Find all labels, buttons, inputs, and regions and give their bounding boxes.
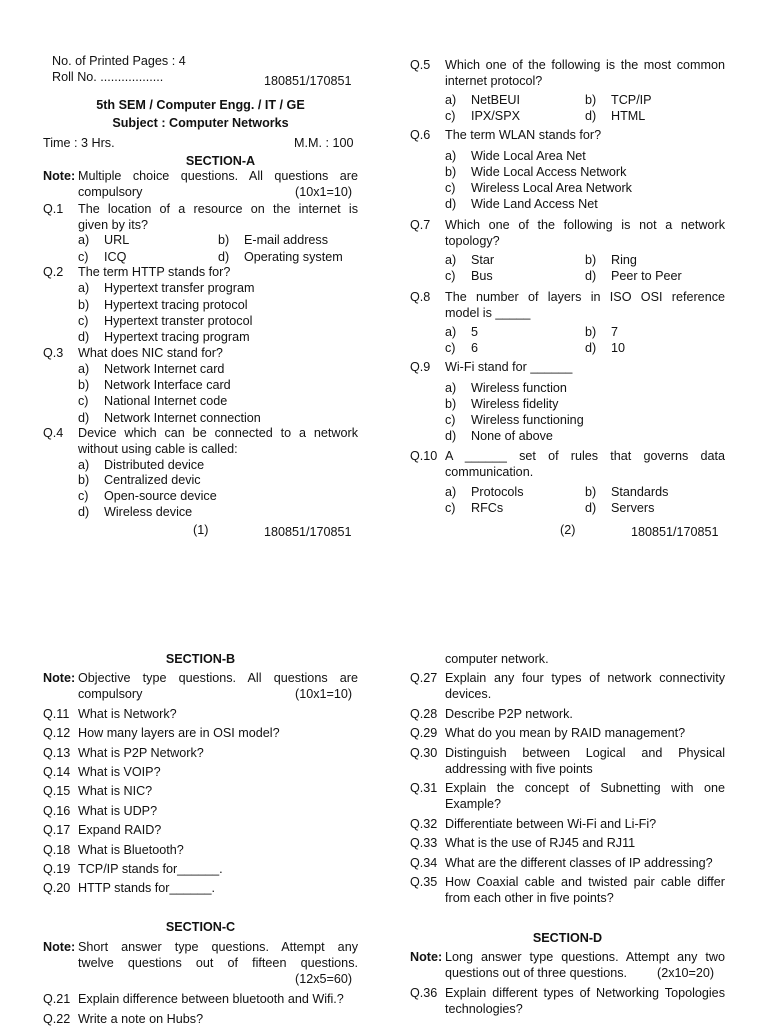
q7-text-line-1: Which one of the following is not a network bbox=[445, 218, 725, 232]
q6-option-a: a) Wide Local Area Net bbox=[445, 149, 586, 163]
q8-option-a: a) 5 bbox=[445, 325, 479, 339]
q12-number: Q.12 bbox=[43, 726, 71, 740]
q29-text: What do you mean by RAID management? bbox=[445, 726, 686, 740]
q3-text: What does NIC stand for? bbox=[78, 346, 223, 360]
q36-text-line-1: Explain different types of Networking Topologies bbox=[445, 986, 725, 1000]
q31-number: Q.31 bbox=[410, 781, 438, 795]
q28-text: Describe P2P network. bbox=[445, 707, 573, 721]
note-c-line-2: twelve questions out of fifteen questions. bbox=[78, 956, 358, 970]
q13-text: What is P2P Network? bbox=[78, 746, 204, 760]
q3-option-d: d) Network Internet connection bbox=[78, 411, 261, 425]
q6-option-b: b) Wide Local Access Network bbox=[445, 165, 627, 179]
q4-option-c: c) Open-source device bbox=[78, 489, 217, 503]
q36-number: Q.36 bbox=[410, 986, 438, 1000]
q2-number: Q.2 bbox=[43, 265, 64, 279]
printed-pages: No. of Printed Pages : 4 bbox=[52, 54, 186, 68]
q16-text: What is UDP? bbox=[78, 804, 158, 818]
q18-number: Q.18 bbox=[43, 843, 71, 857]
q4-option-b: b) Centralized devic bbox=[78, 473, 201, 487]
q2-text: The term HTTP stands for? bbox=[78, 265, 231, 279]
q1-option-b: b) E-mail address bbox=[218, 233, 328, 247]
q7-option-d: d) Peer to Peer bbox=[585, 269, 682, 283]
q7-option-a: a) Star bbox=[445, 253, 495, 267]
q19-number: Q.19 bbox=[43, 862, 71, 876]
q33-number: Q.33 bbox=[410, 836, 438, 850]
q9-number: Q.9 bbox=[410, 360, 431, 374]
q9-option-a: a) Wireless function bbox=[445, 381, 567, 395]
q7-text-line-2: topology? bbox=[445, 234, 500, 248]
q6-number: Q.6 bbox=[410, 128, 431, 142]
q10-text-line-1: A ______ set of rules that governs data bbox=[445, 449, 725, 463]
q32-number: Q.32 bbox=[410, 817, 438, 831]
paper-code-bottom: 180851/170851 bbox=[264, 525, 352, 539]
note-d-line-2: questions out of three questions. bbox=[445, 966, 628, 980]
q8-number: Q.8 bbox=[410, 290, 431, 304]
note-label: Note: bbox=[43, 169, 76, 183]
q1-option-c: c) ICQ bbox=[78, 250, 127, 264]
note-a-line-1: Multiple choice questions. All questions are bbox=[78, 169, 358, 183]
q17-number: Q.17 bbox=[43, 823, 71, 837]
time-label: Time : 3 Hrs. bbox=[43, 136, 115, 150]
q4-text-line-2: without using cable is called: bbox=[78, 442, 238, 456]
q11-text: What is Network? bbox=[78, 707, 177, 721]
note-a-marks: (10x1=10) bbox=[295, 185, 353, 199]
note-c-line-1: Short answer type questions. Attempt any bbox=[78, 940, 358, 954]
q14-text: What is VOIP? bbox=[78, 765, 161, 779]
q18-text: What is Bluetooth? bbox=[78, 843, 184, 857]
q32-text: Differentiate between Wi-Fi and Li-Fi? bbox=[445, 817, 657, 831]
q11-number: Q.11 bbox=[43, 707, 70, 721]
q8-text-line-2: model is _____ bbox=[445, 306, 531, 320]
q1-option-d: d) Operating system bbox=[218, 250, 343, 264]
q6-option-c: c) Wireless Local Area Network bbox=[445, 181, 632, 195]
q6-option-d: d) Wide Land Access Net bbox=[445, 197, 598, 211]
q27-text-line-2: devices. bbox=[445, 687, 492, 701]
q2-option-c: c) Hypertext transter protocol bbox=[78, 314, 253, 328]
q22-text: Write a note on Hubs? bbox=[78, 1012, 204, 1026]
q10-number: Q.10 bbox=[410, 449, 438, 463]
q5-option-c: c) IPX/SPX bbox=[445, 109, 520, 123]
q27-number: Q.27 bbox=[410, 671, 438, 685]
q30-number: Q.30 bbox=[410, 746, 438, 760]
note-label: Note: bbox=[43, 940, 76, 954]
q8-option-b: b) 7 bbox=[585, 325, 619, 339]
page-number: (2) bbox=[560, 523, 576, 537]
q31-text-line-1: Explain the concept of Subnetting with one bbox=[445, 781, 725, 795]
note-c-marks: (12x5=60) bbox=[295, 972, 353, 986]
q15-text: What is NIC? bbox=[78, 784, 153, 798]
q27-text-line-1: Explain any four types of network connectivity bbox=[445, 671, 725, 685]
q34-text: What are the different classes of IP addressing? bbox=[445, 856, 713, 870]
q20-number: Q.20 bbox=[43, 881, 71, 895]
q7-option-c: c) Bus bbox=[445, 269, 493, 283]
q9-option-d: d) None of above bbox=[445, 429, 553, 443]
q8-option-d: d) 10 bbox=[585, 341, 626, 355]
q5-number: Q.5 bbox=[410, 58, 431, 72]
q9-option-b: b) Wireless fidelity bbox=[445, 397, 559, 411]
q9-text: Wi-Fi stand for ______ bbox=[445, 360, 573, 374]
q14-number: Q.14 bbox=[43, 765, 71, 779]
q4-option-d: d) Wireless device bbox=[78, 505, 193, 519]
q36-text-line-2: technologies? bbox=[445, 1002, 523, 1016]
note-b-line-2: compulsory bbox=[78, 687, 143, 701]
note-b-line-1: Objective type questions. All questions are bbox=[78, 671, 358, 685]
page-number: (1) bbox=[193, 523, 209, 537]
q6-text: The term WLAN stands for? bbox=[445, 128, 602, 142]
q19-text: TCP/IP stands for______. bbox=[78, 862, 223, 876]
q1-number: Q.1 bbox=[43, 202, 64, 216]
q35-text-line-2: from each other in five points? bbox=[445, 891, 614, 905]
paper-code-top: 180851/170851 bbox=[264, 74, 352, 88]
note-a-line-2: compulsory bbox=[78, 185, 143, 199]
course-line: 5th SEM / Computer Engg. / IT / GE bbox=[96, 98, 305, 112]
q3-option-b: b) Network Interface card bbox=[78, 378, 231, 392]
q29-number: Q.29 bbox=[410, 726, 438, 740]
q21-text: Explain difference between bluetooth and Wifi.? bbox=[78, 992, 344, 1006]
q30-text-line-1: Distinguish between Logical and Physical bbox=[445, 746, 725, 760]
q1-option-a: a) URL bbox=[78, 233, 130, 247]
continued-text: computer network. bbox=[445, 652, 549, 666]
note-label: Note: bbox=[43, 671, 76, 685]
q5-option-b: b) TCP/IP bbox=[585, 93, 652, 107]
q4-text-line-1: Device which can be connected to a network bbox=[78, 426, 358, 440]
section-c-heading: SECTION-C bbox=[165, 920, 236, 934]
q2-option-d: d) Hypertext tracing program bbox=[78, 330, 250, 344]
q8-option-c: c) 6 bbox=[445, 341, 479, 355]
q1-text-line-2: given by its? bbox=[78, 218, 149, 232]
q17-text: Expand RAID? bbox=[78, 823, 162, 837]
q5-option-d: d) HTML bbox=[585, 109, 646, 123]
q2-option-b: b) Hypertext tracing protocol bbox=[78, 298, 248, 312]
q10-option-a: a) Protocols bbox=[445, 485, 524, 499]
q13-number: Q.13 bbox=[43, 746, 71, 760]
q2-option-a: a) Hypertext transfer program bbox=[78, 281, 255, 295]
section-d-heading: SECTION-D bbox=[532, 931, 603, 945]
note-label: Note: bbox=[410, 950, 443, 964]
q33-text: What is the use of RJ45 and RJ11 bbox=[445, 836, 636, 850]
roll-no: Roll No. .................. bbox=[52, 70, 164, 84]
q22-number: Q.22 bbox=[43, 1012, 71, 1026]
subject-line: Subject : Computer Networks bbox=[112, 116, 289, 130]
q15-number: Q.15 bbox=[43, 784, 71, 798]
q34-number: Q.34 bbox=[410, 856, 438, 870]
note-b-marks: (10x1=10) bbox=[295, 687, 353, 701]
q35-number: Q.35 bbox=[410, 875, 438, 889]
q5-text-line-2: internet protocol? bbox=[445, 74, 543, 88]
q10-option-d: d) Servers bbox=[585, 501, 655, 515]
q7-number: Q.7 bbox=[410, 218, 431, 232]
section-a-heading: SECTION-A bbox=[185, 154, 256, 168]
q35-text-line-1: How Coaxial cable and twisted pair cable differ bbox=[445, 875, 725, 889]
note-d-line-1: Long answer type questions. Attempt any two bbox=[445, 950, 725, 964]
q16-number: Q.16 bbox=[43, 804, 71, 818]
q30-text-line-2: addressing with five points bbox=[445, 762, 593, 776]
q12-text: How many layers are in OSI model? bbox=[78, 726, 280, 740]
q31-text-line-2: Example? bbox=[445, 797, 502, 811]
q3-option-a: a) Network Internet card bbox=[78, 362, 225, 376]
max-marks: M.M. : 100 bbox=[294, 136, 354, 150]
paper-code-bottom: 180851/170851 bbox=[631, 525, 719, 539]
q9-option-c: c) Wireless functioning bbox=[445, 413, 584, 427]
q3-option-c: c) National Internet code bbox=[78, 394, 228, 408]
q10-option-c: c) RFCs bbox=[445, 501, 504, 515]
q28-number: Q.28 bbox=[410, 707, 438, 721]
q8-text-line-1: The number of layers in ISO OSI reference bbox=[445, 290, 725, 304]
q5-option-a: a) NetBEUI bbox=[445, 93, 520, 107]
q5-text-line-1: Which one of the following is the most common bbox=[445, 58, 725, 72]
q3-number: Q.3 bbox=[43, 346, 64, 360]
q7-option-b: b) Ring bbox=[585, 253, 637, 267]
note-d-marks: (2x10=20) bbox=[657, 966, 715, 980]
q4-option-a: a) Distributed device bbox=[78, 458, 205, 472]
q20-text: HTTP stands for______. bbox=[78, 881, 215, 895]
q4-number: Q.4 bbox=[43, 426, 64, 440]
q10-text-line-2: communication. bbox=[445, 465, 534, 479]
q21-number: Q.21 bbox=[43, 992, 71, 1006]
q1-text-line-1: The location of a resource on the internet is bbox=[78, 202, 358, 216]
section-b-heading: SECTION-B bbox=[165, 652, 236, 666]
q10-option-b: b) Standards bbox=[585, 485, 669, 499]
